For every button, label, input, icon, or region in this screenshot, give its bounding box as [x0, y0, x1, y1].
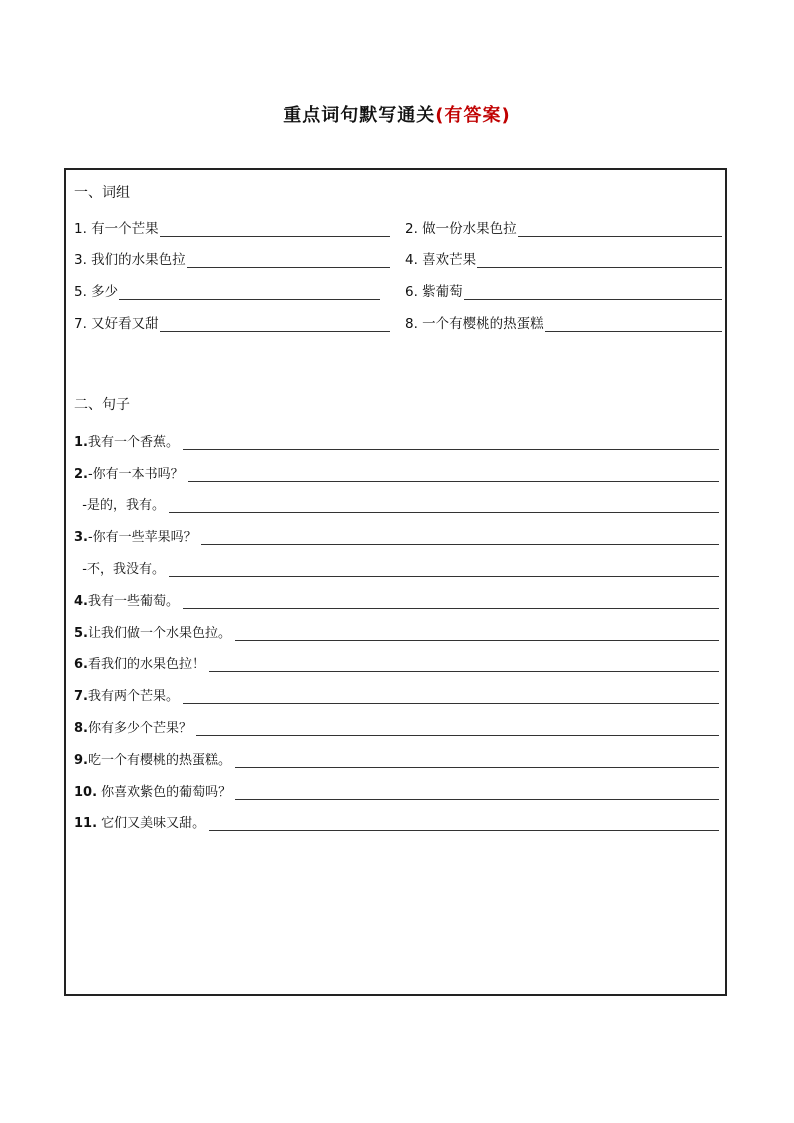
word-item	[405, 312, 722, 332]
answer-line[interactable]	[196, 719, 719, 736]
sentence-item	[74, 557, 719, 577]
answer-line[interactable]	[209, 814, 719, 831]
word-item	[74, 217, 390, 237]
word-label: 3. 我们的水果色拉	[74, 252, 186, 268]
answer-line[interactable]	[188, 465, 719, 482]
answer-line[interactable]	[183, 592, 719, 609]
sentence-text: 你有多少个芒果？	[87, 721, 192, 736]
answer-line[interactable]	[183, 433, 719, 450]
answer-line[interactable]	[169, 560, 719, 577]
section-sentences-heading: 二、句子	[74, 397, 130, 413]
answer-line[interactable]	[545, 315, 722, 332]
word-item	[74, 280, 380, 300]
word-label: 7. 又好看又甜	[74, 316, 159, 332]
word-item	[74, 248, 390, 268]
answer-line[interactable]	[235, 783, 719, 800]
sentence-item	[74, 525, 719, 545]
sentence-number: 11.	[74, 816, 98, 831]
answer-line[interactable]	[160, 315, 390, 332]
word-item	[405, 248, 722, 268]
sentence-number: 10.	[74, 785, 98, 800]
word-item	[74, 312, 390, 332]
sentence-number: 8.	[74, 721, 88, 736]
word-label: 6. 紫葡萄	[405, 284, 463, 300]
sentence-text: 我有两个芒果。	[87, 689, 179, 704]
word-item	[405, 217, 722, 237]
sentence-number: 7.	[74, 689, 88, 704]
sentence-text: 吃一个有樱桃的热蛋糕。	[87, 753, 231, 768]
sentence-number: 9.	[74, 753, 88, 768]
answer-line[interactable]	[169, 496, 719, 513]
sentence-text: 它们又美味又甜。	[97, 816, 206, 831]
word-label: 2. 做一份水果色拉	[405, 221, 517, 237]
sentence-text: -你有一些苹果吗？	[87, 530, 197, 545]
sentence-item	[74, 716, 719, 736]
sentence-text: -是的，我有。	[74, 498, 165, 513]
sentence-item	[74, 811, 719, 831]
sentence-item	[74, 684, 719, 704]
answer-line[interactable]	[183, 687, 719, 704]
sentence-text: 你喜欢紫色的葡萄吗？	[97, 785, 232, 800]
sentence-number: 2.	[74, 467, 88, 482]
sentence-text: 看我们的水果色拉！	[87, 657, 205, 672]
answer-line[interactable]	[187, 251, 390, 268]
answer-line[interactable]	[201, 528, 719, 545]
sentence-item	[74, 621, 719, 641]
word-item	[405, 280, 722, 300]
answer-line[interactable]	[160, 220, 390, 237]
sentence-item	[74, 493, 719, 513]
sentence-text: -你有一本书吗？	[87, 467, 184, 482]
sentence-number: 4.	[74, 594, 88, 609]
page-title	[0, 101, 794, 127]
answer-line[interactable]	[119, 283, 380, 300]
sentence-item	[74, 780, 719, 800]
sentence-number: 1.	[74, 435, 88, 450]
answer-line[interactable]	[235, 751, 719, 768]
worksheet-frame	[64, 168, 727, 996]
sentence-number: 6.	[74, 657, 88, 672]
sentence-item	[74, 589, 719, 609]
answer-line[interactable]	[209, 655, 719, 672]
sentence-text: 让我们做一个水果色拉。	[87, 626, 231, 641]
sentence-text: 我有一个香蕉。	[87, 435, 179, 450]
sentence-item	[74, 462, 719, 482]
word-label: 1. 有一个芒果	[74, 221, 159, 237]
section-words-heading: 一、词组	[74, 185, 130, 201]
sentence-item	[74, 430, 719, 450]
sentence-number: 5.	[74, 626, 88, 641]
answer-line[interactable]	[518, 220, 722, 237]
sentence-text: -不，我没有。	[74, 562, 165, 577]
sentence-item	[74, 748, 719, 768]
answer-tag: (有答案)	[435, 105, 511, 126]
word-label: 8. 一个有樱桃的热蛋糕	[405, 316, 544, 332]
sentence-item	[74, 652, 719, 672]
answer-line[interactable]	[464, 283, 722, 300]
answer-line[interactable]	[477, 251, 722, 268]
sentence-number: 3.	[74, 530, 88, 545]
word-label: 4. 喜欢芒果	[405, 252, 477, 268]
sentence-text: 我有一些葡萄。	[87, 594, 179, 609]
word-label: 5. 多少	[74, 284, 119, 300]
title-main: 重点词句默写通关	[283, 105, 436, 126]
answer-line[interactable]	[235, 624, 719, 641]
